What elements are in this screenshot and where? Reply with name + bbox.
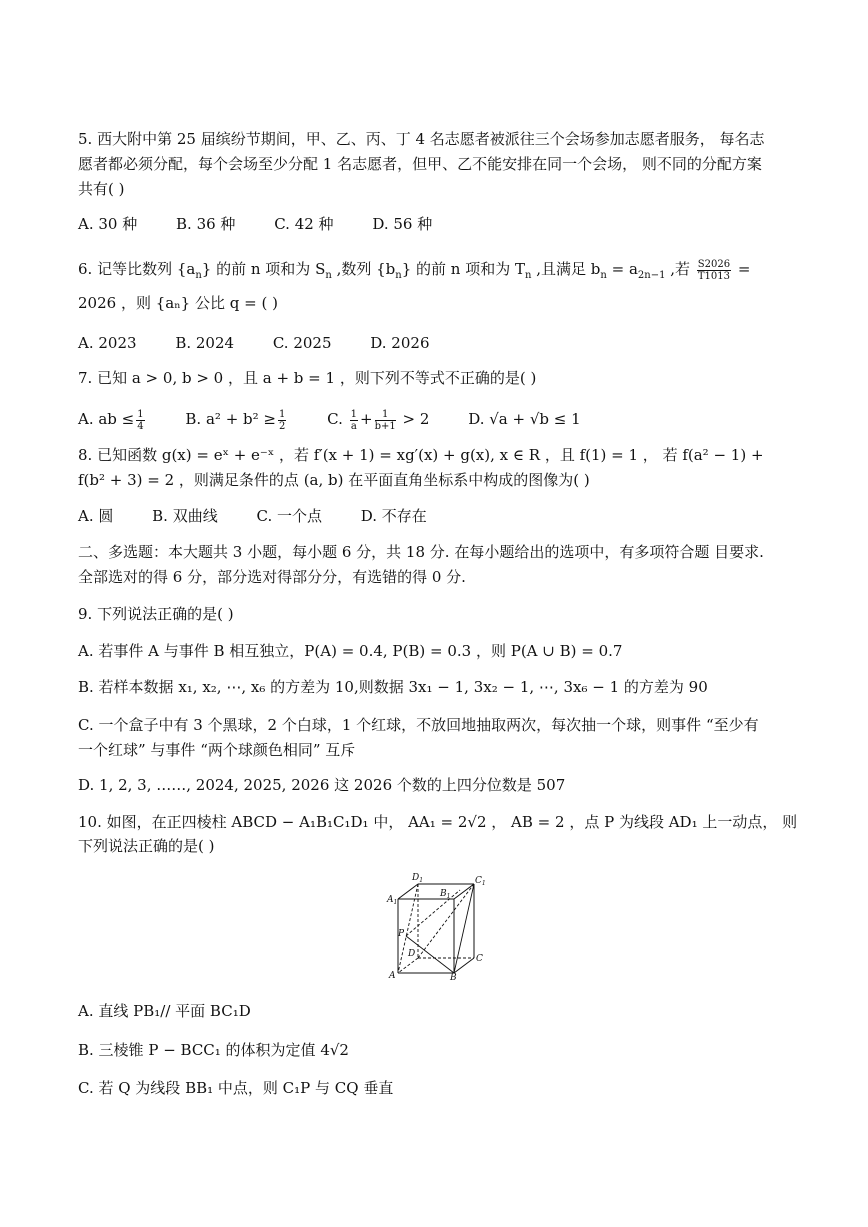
- label-d: D: [408, 949, 416, 959]
- q9-option-a[interactable]: A. 若事件 A 与事件 B 相互独立，P(A) = 0.4, P(B) = 0.3 ，则 P(A ∪ B) = 0.7: [78, 642, 623, 660]
- q7-stem: 7. 已知 a > 0, b > 0 ，且 a + b = 1 ，则下列不等式不正确的是( ): [78, 369, 537, 387]
- q5-options: [78, 213, 466, 235]
- q7-option-a[interactable]: A. ab ≤ $\frac{1}{4}$: [78, 408, 144, 432]
- label-p: P: [398, 929, 405, 939]
- q9-option-d[interactable]: D. 1, 2, 3, ……, 2024, 2025, 2026 这 2026 个数的上四分位数是 507: [78, 776, 566, 794]
- q10-line2: 下列说法正确的是( ): [78, 837, 215, 855]
- q8-line1: 8. 已知函数 g(x) = eˣ + e⁻ˣ ，若 f′(x + 1) = xg′(x) + g(x), x ∈ R ，且 f(1) = 1 ， 若 f(a² − 1) +: [78, 446, 764, 464]
- q5-option-d[interactable]: D. 56 种: [372, 215, 433, 233]
- q9-option-b[interactable]: B. 若样本数据 x₁, x₂, ⋯, x₆ 的方差为 10,则数据 3x₁ − 1, 3x₂ − 1, ⋯, 3x₆ − 1 的方差为 90: [78, 678, 708, 696]
- q10-option-c[interactable]: C. 若 Q 为线段 BB₁ 中点，则 C₁P 与 CQ 垂直: [78, 1079, 394, 1097]
- section2-line2: 全部选对的得 6 分，部分选对得部分分，有选错的得 0 分.: [78, 568, 466, 586]
- q7-option-c[interactable]: C. $\frac{1}{a}$ + $\frac{1}{b+1}$ > 2: [327, 408, 430, 432]
- q8-option-d[interactable]: D. 不存在: [360, 507, 427, 525]
- q6-option-d[interactable]: D. 2026: [370, 334, 430, 352]
- q5-option-c[interactable]: C. 42 种: [274, 215, 334, 233]
- q5-option-a[interactable]: A. 30 种: [78, 215, 138, 233]
- q7-option-b[interactable]: B. a² + b² ≥ $\frac{1}{2}$: [185, 408, 286, 432]
- section2-line1: 二、多选题：本大题共 3 小题，每小题 6 分，共 18 分. 在每小题给出的选项中，有多项符合题 目要求.: [78, 543, 764, 561]
- q8-option-a[interactable]: A. 圆: [78, 507, 114, 525]
- label-d1: $D_1$: [412, 873, 424, 884]
- q10-line1: 10. 如图，在正四棱柱 ABCD − A₁B₁C₁D₁ 中， AA₁ = 2√2 ， AB = 2 ，点 P 为线段 AD₁ 上一动点， 则: [78, 813, 798, 831]
- q7-option-d[interactable]: D. √a + √b ≤ 1: [468, 410, 581, 428]
- label-b1: $B_1$: [440, 889, 451, 900]
- q6-line2: 2026 ，则 {aₙ} 公比 q = ( ): [78, 294, 278, 312]
- prism-diagram: [386, 870, 486, 980]
- prism-figure: [386, 870, 486, 980]
- label-c1: $C_1$: [475, 876, 486, 887]
- q8-line2: f(b² + 3) = 2 ，则满足条件的点 (a, b) 在平面直角坐标系中构成的图像为( ): [78, 471, 590, 489]
- q6-option-b[interactable]: B. 2024: [175, 334, 235, 352]
- q5-option-b[interactable]: B. 36 种: [176, 215, 236, 233]
- q5-line3: 共有( ): [78, 180, 125, 198]
- q6-fraction: $\frac{S2026}{T1013}$: [697, 258, 731, 282]
- label-c: C: [476, 954, 483, 964]
- q6-line1: 6. 记等比数列 $\{a_n\}$ 的前 n 项和为 $S_n$ ,数列 $\{b_n\}$ 的前 n 项和为 $T_n$ ,且满足 $b_n = a_{2n-1}$ ,若 $\frac{S2026}{T1013}$ =: [78, 258, 751, 282]
- q9-stem: 9. 下列说法正确的是( ): [78, 605, 234, 623]
- q6-option-c[interactable]: C. 2025: [272, 334, 332, 352]
- q6-options: [78, 332, 463, 354]
- q8-options: [78, 505, 461, 527]
- q5-line2: 愿者都必须分配，每个会场至少分配 1 名志愿者，但甲、乙不能安排在同一个会场， 则不同的分配方案: [78, 155, 762, 173]
- label-a: A: [389, 971, 396, 980]
- q9-option-c-line1[interactable]: C. 一个盒子中有 3 个黑球，2 个白球，1 个红球，不放回地抽取两次，每次抽一个球，则事件 “至少有: [78, 716, 759, 734]
- q5-line1: 5. 西大附中第 25 届缤纷节期间，甲、乙、丙、丁 4 名志愿者被派往三个会场参加志愿者服务， 每名志: [78, 130, 765, 148]
- q9-option-c-line2[interactable]: 一个红球” 与事件 “两个球颜色相同” 互斥: [78, 741, 356, 759]
- q10-option-b[interactable]: B. 三棱锥 P − BCC₁ 的体积为定值 4√2: [78, 1041, 349, 1059]
- q8-option-b[interactable]: B. 双曲线: [152, 507, 218, 525]
- label-a1: $A_1$: [387, 895, 398, 906]
- q8-option-c[interactable]: C. 一个点: [256, 507, 322, 525]
- q7-options: [78, 404, 615, 434]
- q6-option-a[interactable]: A. 2023: [78, 334, 137, 352]
- q10-option-a[interactable]: A. 直线 PB₁// 平面 BC₁D: [78, 1002, 251, 1020]
- label-b: B: [450, 973, 457, 980]
